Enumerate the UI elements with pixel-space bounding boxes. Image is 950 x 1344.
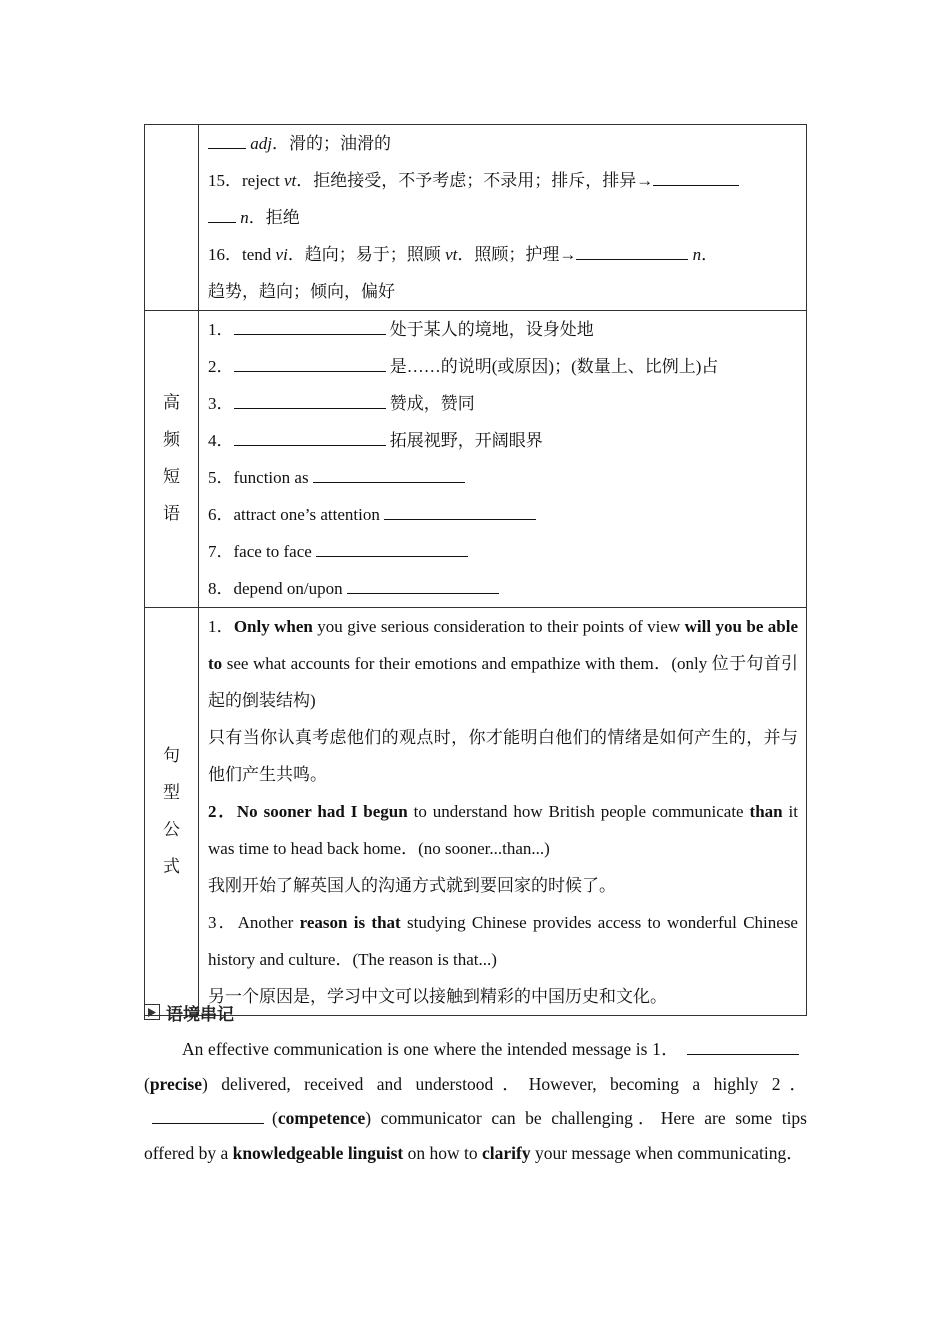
sentences-label: 句 型 公 式: [163, 745, 180, 877]
context-passage: [144, 1032, 807, 1170]
answer-blank[interactable]: [208, 134, 246, 149]
phrase-item: 5．function as: [208, 459, 798, 496]
answer-blank[interactable]: [234, 320, 386, 335]
answer-blank[interactable]: [576, 245, 688, 260]
sentence-2-en: 2．No sooner had I begun to understand how British people communicate than it was time to head back home．(no sooner...than...): [208, 802, 798, 858]
answer-blank[interactable]: [384, 505, 536, 520]
phrase-item: 3． 赞成，赞同: [208, 394, 475, 413]
phrase-item: 2． 是……的说明(或原因)；(数量上、比例上)占: [208, 357, 719, 376]
phrase-item: 8．depend on/upon: [208, 570, 798, 607]
context-section-title: 语境串记: [144, 1000, 234, 1024]
answer-blank[interactable]: [687, 1040, 799, 1055]
phrases-label-cell: [145, 311, 199, 608]
answer-blank[interactable]: [234, 394, 386, 409]
vocab-item-16: 16．tend vi．趋向；易于；照顾 vt．照顾；护理→ n．: [208, 245, 719, 264]
answer-blank[interactable]: [208, 208, 236, 223]
vocab-table: [144, 124, 807, 1016]
phrase-item: 1． 处于某人的境地，设身处地: [208, 320, 594, 339]
vocab-item-16-cont: 趋势，趋向；倾向，偏好: [208, 282, 395, 301]
phrase-item: 6．attract one’s attention: [208, 496, 798, 533]
answer-blank[interactable]: [313, 468, 465, 483]
vocab-item-15-cont: n．拒绝: [208, 199, 798, 236]
sentence-2-zh: 我刚开始了解英国人的沟通方式就到要回家的时候了。: [208, 876, 616, 895]
vocab-item-15: 15．reject vt．拒绝接受，不予考虑；不录用；排斥，排异→: [208, 162, 798, 199]
vocab-line-14-tail: adj．滑的；油滑的: [208, 125, 798, 162]
sentences-label-cell: [145, 608, 199, 1016]
phrases-row: [145, 311, 807, 608]
sentence-3-zh: 另一个原因是，学习中文可以接触到精彩的中国历史和文化。: [208, 987, 667, 1006]
phrase-item: 7．face to face: [208, 533, 798, 570]
passage-paragraph: An effective communication is one where the intended message is 1．(precise) delivered, received and understood．However, becoming a highly 2．(competence) communicator can be challenging．Here are some tips offered by a knowledgeable linguist on how to clarify your message when communicating．: [144, 1039, 807, 1163]
vocab-row: [145, 125, 807, 311]
sentences-row: [145, 608, 807, 1016]
answer-blank[interactable]: [234, 357, 386, 372]
answer-blank[interactable]: [152, 1109, 264, 1124]
vocab-content: [199, 125, 807, 311]
answer-blank[interactable]: [316, 542, 468, 557]
sentences-content: [199, 608, 807, 1016]
answer-blank[interactable]: [234, 431, 386, 446]
phrases-content: [199, 311, 807, 608]
sentence-1-en: 1．Only when you give serious consideration to their points of view will you be able to see what accounts for their emotions and empathize with them．(only 位于句首引起的倒装结构): [208, 617, 798, 710]
play-icon: [144, 1004, 160, 1020]
phrase-item: 4． 拓展视野，开阔眼界: [208, 431, 543, 450]
vocab-label-cell: [145, 125, 199, 311]
sentence-3-en: 3．Another reason is that studying Chinese provides access to wonderful Chinese history and culture．(The reason is that...): [208, 913, 798, 969]
answer-blank[interactable]: [653, 171, 739, 186]
answer-blank[interactable]: [347, 579, 499, 594]
sentence-1-zh: 只有当你认真考虑他们的观点时，你才能明白他们的情绪是如何产生的，并与他们产生共鸣。: [208, 728, 798, 784]
phrases-label: 高 频 短 语: [163, 393, 180, 524]
